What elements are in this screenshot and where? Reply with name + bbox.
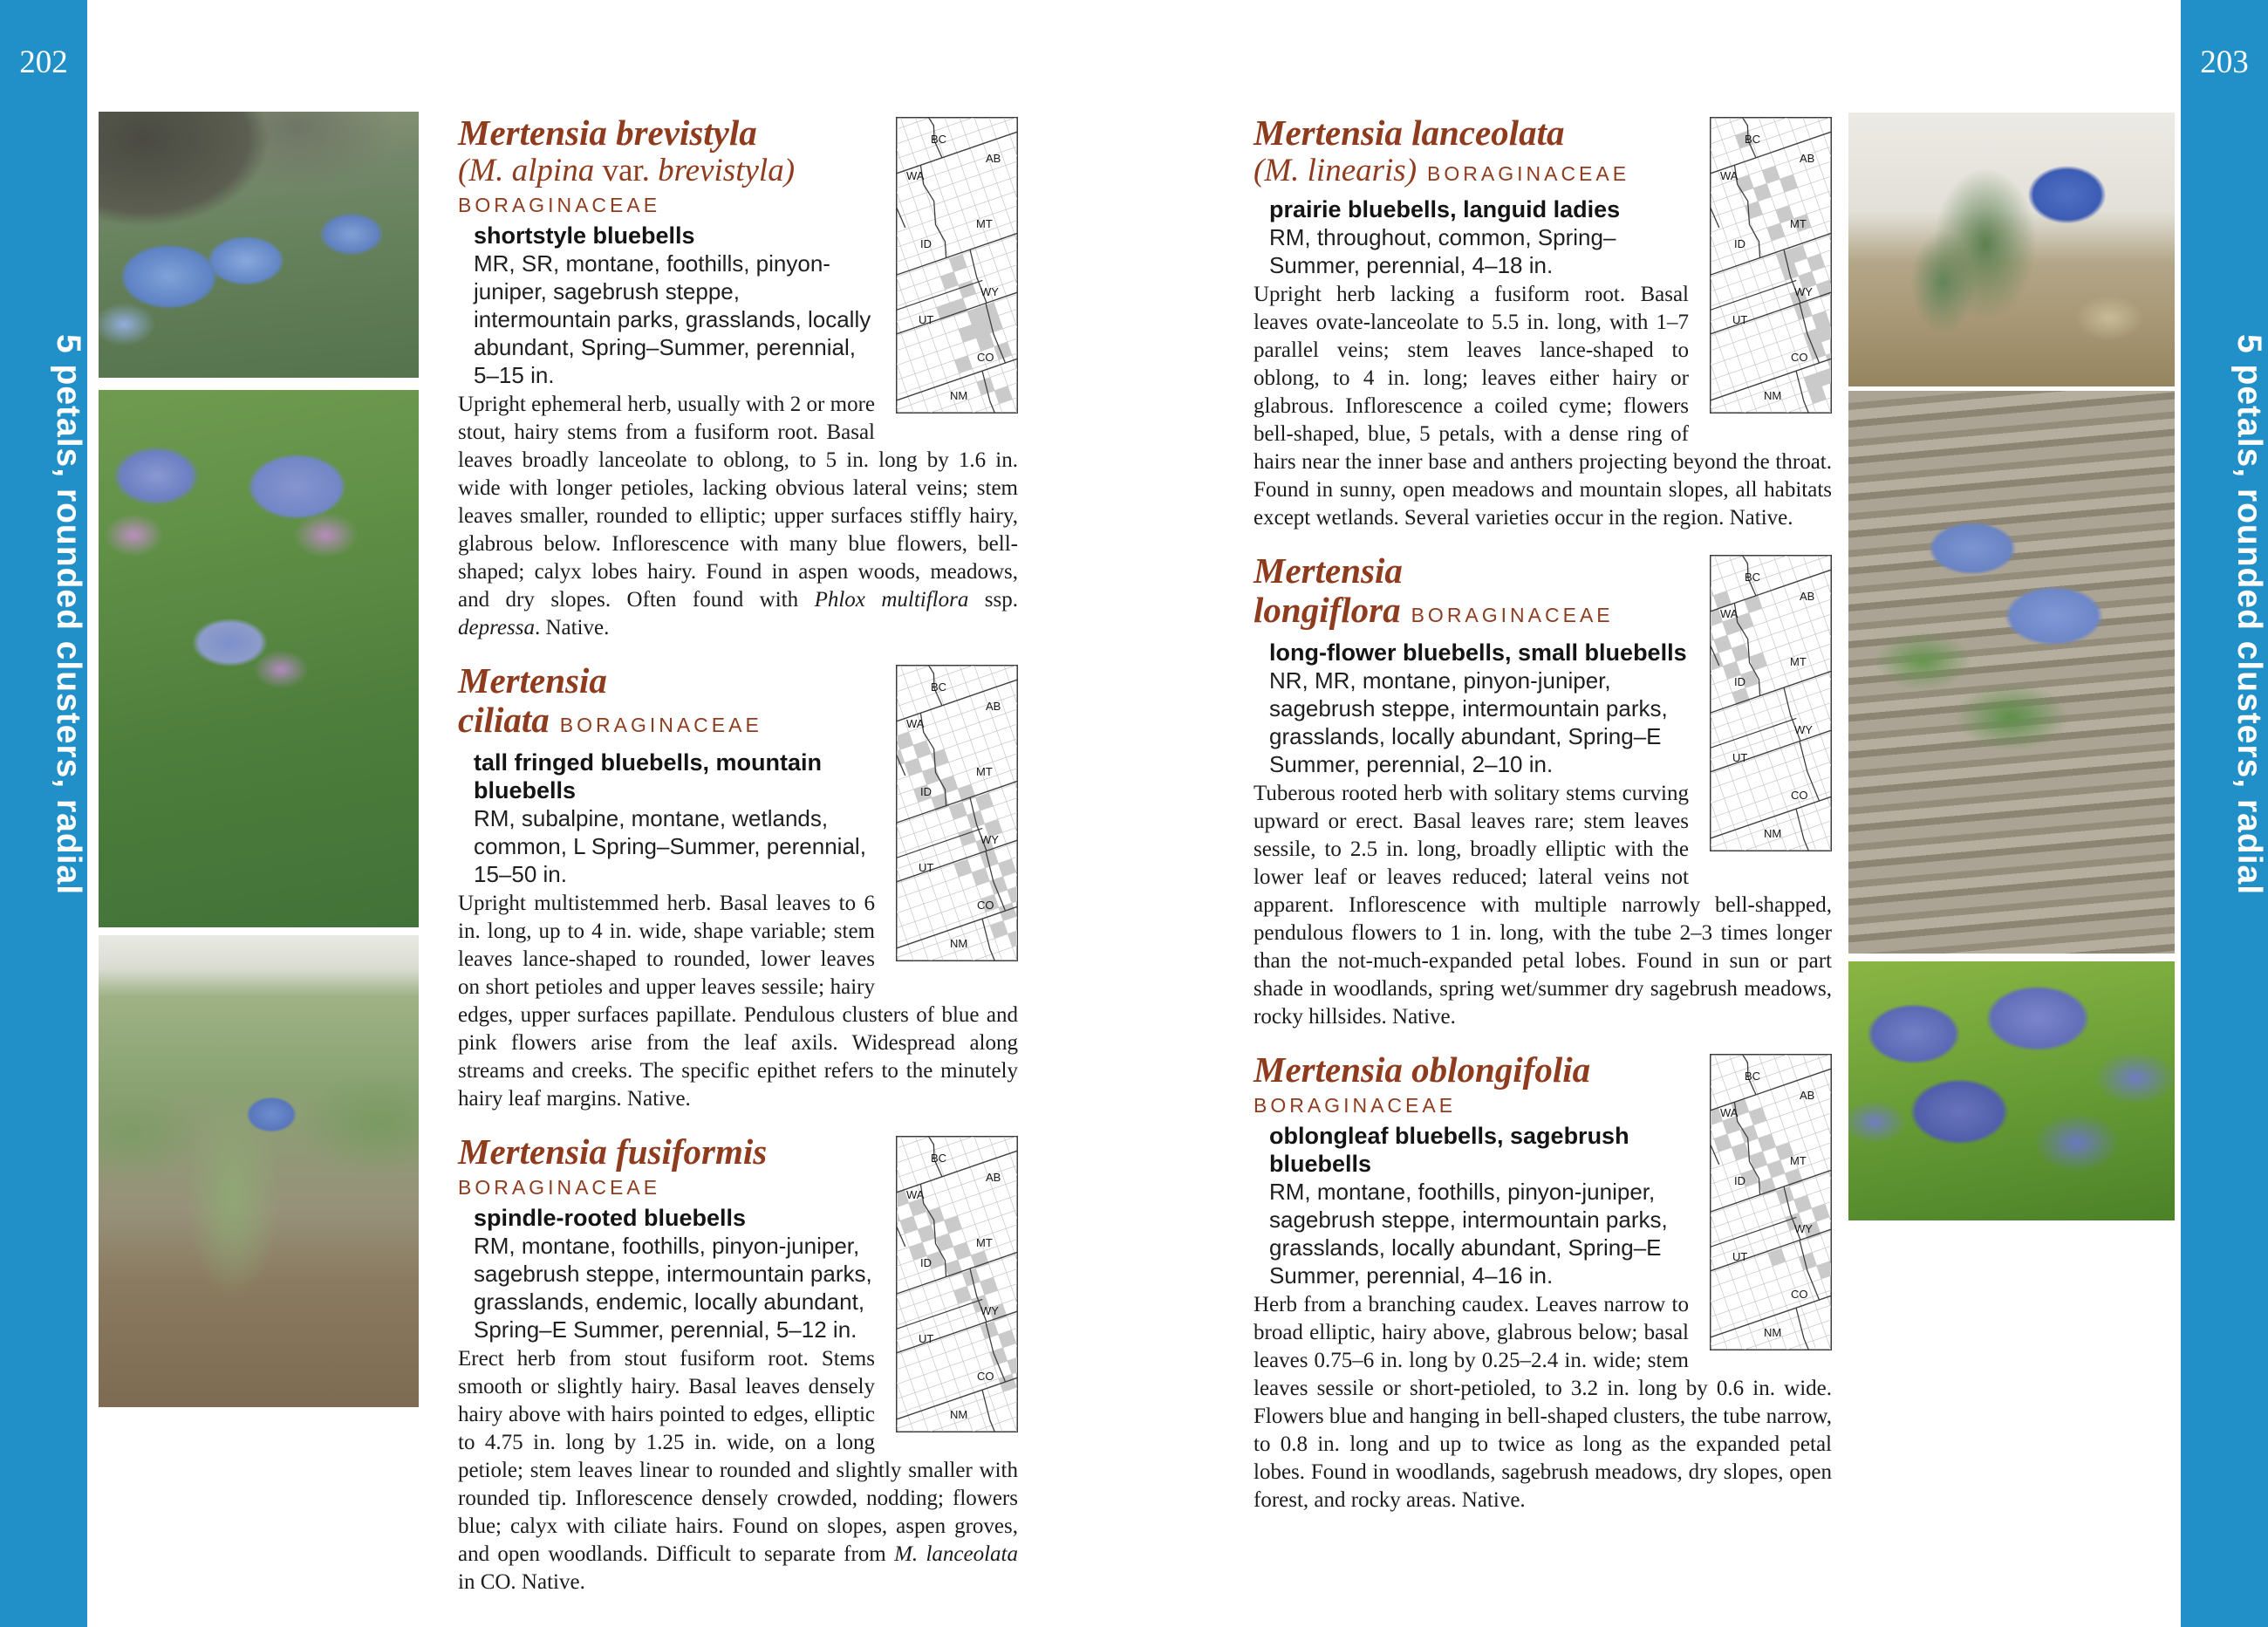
family-name: BORAGINACEAE <box>458 194 661 216</box>
page-right <box>1134 0 2181 1627</box>
species-synonym-text: (M. alpina var. brevistyla) <box>458 153 796 188</box>
map-state-label-wa: WA <box>1720 607 1739 620</box>
habitat-line: RM, subalpine, montane, wetlands, common, L Spring–Summer, perennial, 15–50 in. <box>474 805 866 887</box>
species-entry <box>458 661 1018 1113</box>
map-state-label-id: ID <box>920 785 932 798</box>
map-state-label-bc: BC <box>931 133 947 146</box>
map-state-label-bc: BC <box>1745 571 1761 584</box>
page-number-right: 203 <box>2200 44 2249 80</box>
map-state-label-co: CO <box>977 351 994 364</box>
map-state-label-mt: MT <box>976 1236 993 1249</box>
map-state-label-ut: UT <box>919 861 934 874</box>
map-state-label-nm: NM <box>1764 389 1782 402</box>
map-state-label-ut: UT <box>919 313 934 326</box>
photo-mertensia-ciliata <box>99 390 419 927</box>
common-names: tall fringed bluebells, mountain bluebells <box>474 749 823 803</box>
species-entry <box>458 1132 1018 1596</box>
map-state-label-nm: NM <box>950 389 968 402</box>
right-sidebar <box>2181 0 2268 1627</box>
map-state-label-wy: WY <box>1794 1222 1813 1235</box>
photo-mertensia-brevistyla <box>99 112 419 378</box>
map-state-label-ab: AB <box>986 700 1001 713</box>
range-map <box>1710 1054 1832 1350</box>
species-description: Upright herb lacking a fusiform root. Basal leaves ovate-lanceolate to 5.5 in. long, with 1–7 parallel veins; stem leaves lance-shaped to oblong, to 4 in. long; leaves either hairy or glabrous. Inflorescence a coiled cyme; flowers bell-shaped, blue, 5 petals, with a dense ring of hairs near the inner base and anthers projecting beyond the throat. Found in sunny, open meadows and mountain slopes, all habitats except wetlands. Several varieties occur in the region. Native. <box>1254 283 1832 530</box>
family-name-inline: BORAGINACEAE <box>1411 604 1614 626</box>
species-description: Herb from a branching caudex. Leaves narrow to broad elliptic, hairy above, glabrous below; basal leaves 0.75–6 in. long by 0.25–2.4 in. wide; stem leaves sessile or short-petioled, to 3.2 in. long by 0.6 in. wide. Flowers blue and hanging in bell-shaped clusters, the tube narrow, to 0.8 in. long and up to twice as long as the expanded petal lobes. Found in woodlands, sagebrush meadows, dry slopes, open forest, and rocky areas. Native. <box>1254 1293 1832 1512</box>
common-names: long-flower bluebells, small bluebells <box>1269 639 1687 666</box>
map-state-label-co: CO <box>1791 351 1808 364</box>
map-state-label-ab: AB <box>1800 152 1815 165</box>
page-left <box>87 0 1308 1627</box>
page-number-left: 202 <box>19 44 68 80</box>
map-state-label-co: CO <box>1791 1288 1808 1301</box>
range-map-svg <box>896 665 1018 961</box>
range-map <box>1710 555 1832 851</box>
family-name-inline: BORAGINACEAE <box>559 714 762 736</box>
species-entry <box>458 113 1018 642</box>
map-state-label-ut: UT <box>1732 1250 1748 1263</box>
range-map <box>1710 117 1832 414</box>
map-state-label-co: CO <box>977 1370 994 1383</box>
map-state-label-mt: MT <box>1790 655 1807 668</box>
range-map <box>896 665 1018 961</box>
right-text-column <box>1254 113 1832 1534</box>
species-entry <box>1254 113 1832 532</box>
species-synonym-text: (M. linearis) <box>1254 153 1418 188</box>
map-state-label-wa: WA <box>1720 1106 1739 1119</box>
map-state-label-wy: WY <box>1794 723 1813 736</box>
species-name-text: Mertensia fusiformis <box>458 1131 768 1172</box>
map-state-label-nm: NM <box>950 1408 968 1421</box>
species-name-text: Mertensia oblongifolia <box>1254 1049 1591 1090</box>
map-state-label-wy: WY <box>980 1304 999 1317</box>
range-map-svg <box>896 1136 1018 1432</box>
habitat-line: NR, MR, montane, pinyon-juniper, sagebrush steppe, intermountain parks, grasslands, locally abundant, Spring–E Summer, perennial, 2–10 in. <box>1269 667 1668 777</box>
family-name: BORAGINACEAE <box>458 1176 661 1199</box>
map-state-label-id: ID <box>1734 237 1745 250</box>
habitat-line: MR, SR, montane, foothills, pinyon-juniper, sagebrush steppe, intermountain parks, grasslands, locally abundant, Spring–Summer, perennial, 5–15 in. <box>474 250 871 388</box>
map-state-label-wy: WY <box>1794 285 1813 298</box>
map-state-label-bc: BC <box>1745 133 1761 146</box>
map-state-label-mt: MT <box>1790 217 1807 230</box>
species-entry <box>1254 551 1832 1031</box>
map-state-label-nm: NM <box>1764 827 1782 840</box>
map-state-label-id: ID <box>920 237 932 250</box>
map-state-label-mt: MT <box>1790 1154 1807 1167</box>
map-state-label-nm: NM <box>1764 1326 1782 1339</box>
species-description: Erect herb from stout fusiform root. Stems smooth or slightly hairy. Basal leaves densely hairy above with hairs pointed to edges, elliptic to 4.75 in. long by 1.25 in. wide, on a long petiole; stem leaves linear to rounded and slightly smaller with rounded tip. Inflorescence densely crowded, nodding; flowers blue; calyx with ciliate hairs. Found on slopes, aspen groves, and open woodlands. Difficult to separate from M. lanceolata in CO. Native. <box>458 1347 1019 1594</box>
range-map-svg <box>1710 117 1832 414</box>
species-name-text: Mertensia ciliata <box>458 660 607 740</box>
species-name-text: Mertensia lanceolata <box>1254 113 1565 153</box>
photo-mertensia-oblongifolia <box>1848 961 2175 1220</box>
photo-mertensia-fusiformis <box>99 935 419 1407</box>
map-state-label-mt: MT <box>976 765 993 778</box>
species-description: Upright ephemeral herb, usually with 2 or more stout, hairy stems from a fusiform root. Basal leaves broadly lanceolate to oblong, to 5 in. long by 1.6 in. wide with longer petioles, lacking obvious lateral veins; stem leaves smaller, rounded to elliptic; upper surfaces stiffly hairy, glabrous below. Inflorescence with many blue flowers, bell-shaped; calyx lobes hairy. Found in aspen woods, meadows, and dry slopes. Often found with Phlox multiflora ssp. depressa. Native. <box>458 393 1018 639</box>
habitat-line: RM, montane, foothills, pinyon-juniper, sagebrush steppe, intermountain parks, grasslands, locally abundant, Spring–E Summer, perennial, 4–16 in. <box>1269 1179 1668 1289</box>
right-sidebar-section-label: 5 petals, rounded clusters, radial <box>2230 334 2268 896</box>
range-map <box>896 1136 1018 1432</box>
left-sidebar <box>0 0 87 1627</box>
photo-mertensia-longiflora <box>1848 391 2175 954</box>
range-map-svg <box>1710 1054 1832 1350</box>
map-state-label-bc: BC <box>931 1152 947 1165</box>
left-photo-column <box>99 112 419 1407</box>
map-state-label-mt: MT <box>976 217 993 230</box>
left-text-column <box>458 113 1018 1616</box>
species-entry <box>1254 1050 1832 1514</box>
map-state-label-ut: UT <box>1732 751 1748 764</box>
map-state-label-ab: AB <box>986 152 1001 165</box>
map-state-label-bc: BC <box>931 680 947 694</box>
common-names: prairie bluebells, languid ladies <box>1269 196 1621 222</box>
family-name: BORAGINACEAE <box>1254 1094 1457 1117</box>
family-name-inline-synonym: BORAGINACEAE <box>1427 162 1630 185</box>
species-name-text: Mertensia longiflora <box>1254 550 1403 630</box>
map-state-label-id: ID <box>1734 1174 1745 1187</box>
map-state-label-co: CO <box>977 899 994 912</box>
common-names: shortstyle bluebells <box>474 222 695 249</box>
map-state-label-id: ID <box>1734 675 1745 688</box>
map-state-label-ab: AB <box>1800 590 1815 603</box>
habitat-line: RM, throughout, common, Spring–Summer, perennial, 4–18 in. <box>1269 224 1616 278</box>
map-state-label-ut: UT <box>919 1332 934 1345</box>
map-state-label-co: CO <box>1791 789 1808 802</box>
map-state-label-wa: WA <box>906 717 925 730</box>
map-state-label-wy: WY <box>980 833 999 846</box>
range-map <box>896 117 1018 414</box>
map-state-label-wa: WA <box>1720 169 1739 182</box>
map-state-label-ab: AB <box>1800 1089 1815 1102</box>
species-name-text: Mertensia brevistyla <box>458 113 757 153</box>
map-state-label-wa: WA <box>906 169 925 182</box>
map-state-label-wa: WA <box>906 1188 925 1201</box>
map-state-label-ut: UT <box>1732 313 1748 326</box>
map-state-label-nm: NM <box>950 937 968 950</box>
species-description: Upright multistemmed herb. Basal leaves to 6 in. long, up to 4 in. wide, shape variable; stem leaves lance-shaped to rounded, lower leaves on short petioles and upper leaves sessile; hairy edges, upper surfaces papillate. Pendulous clusters of blue and pink flowers arise from the leaf axils. Widespread along streams and creeks. The specific epithet refers to the minutely hairy leaf margins. Native. <box>458 892 1018 1111</box>
photo-mertensia-lanceolata <box>1848 113 2175 386</box>
map-state-label-id: ID <box>920 1256 932 1269</box>
map-state-label-ab: AB <box>986 1171 1001 1184</box>
map-state-label-wy: WY <box>980 285 999 298</box>
right-photo-column <box>1848 113 2175 1220</box>
map-state-label-bc: BC <box>1745 1070 1761 1083</box>
habitat-line: RM, montane, foothills, pinyon-juniper, sagebrush steppe, intermountain parks, grasslands, endemic, locally abundant, Spring–E Summer, perennial, 5–12 in. <box>474 1233 872 1343</box>
species-description: Tuberous rooted herb with solitary stems curving upward or erect. Basal leaves rare; stem leaves sessile, to 2.5 in. long, broadly elliptic with the lower leaf or leaves reduced; lateral veins not apparent. Inflorescence with multiple narrowly bell-shapped, pendulous flowers to 1 in. long, with the tube 2–3 times longer than the not-much-expanded petal lobes. Found in sun or part shade in woodlands, spring wet/summer dry sagebrush meadows, rocky hillsides. Native. <box>1254 782 1832 1029</box>
common-names: oblongleaf bluebells, sagebrush bluebells <box>1269 1123 1629 1177</box>
range-map-svg <box>1710 555 1832 851</box>
left-sidebar-section-label: 5 petals, rounded clusters, radial <box>50 334 87 896</box>
common-names: spindle-rooted bluebells <box>474 1205 747 1231</box>
range-map-svg <box>896 117 1018 414</box>
